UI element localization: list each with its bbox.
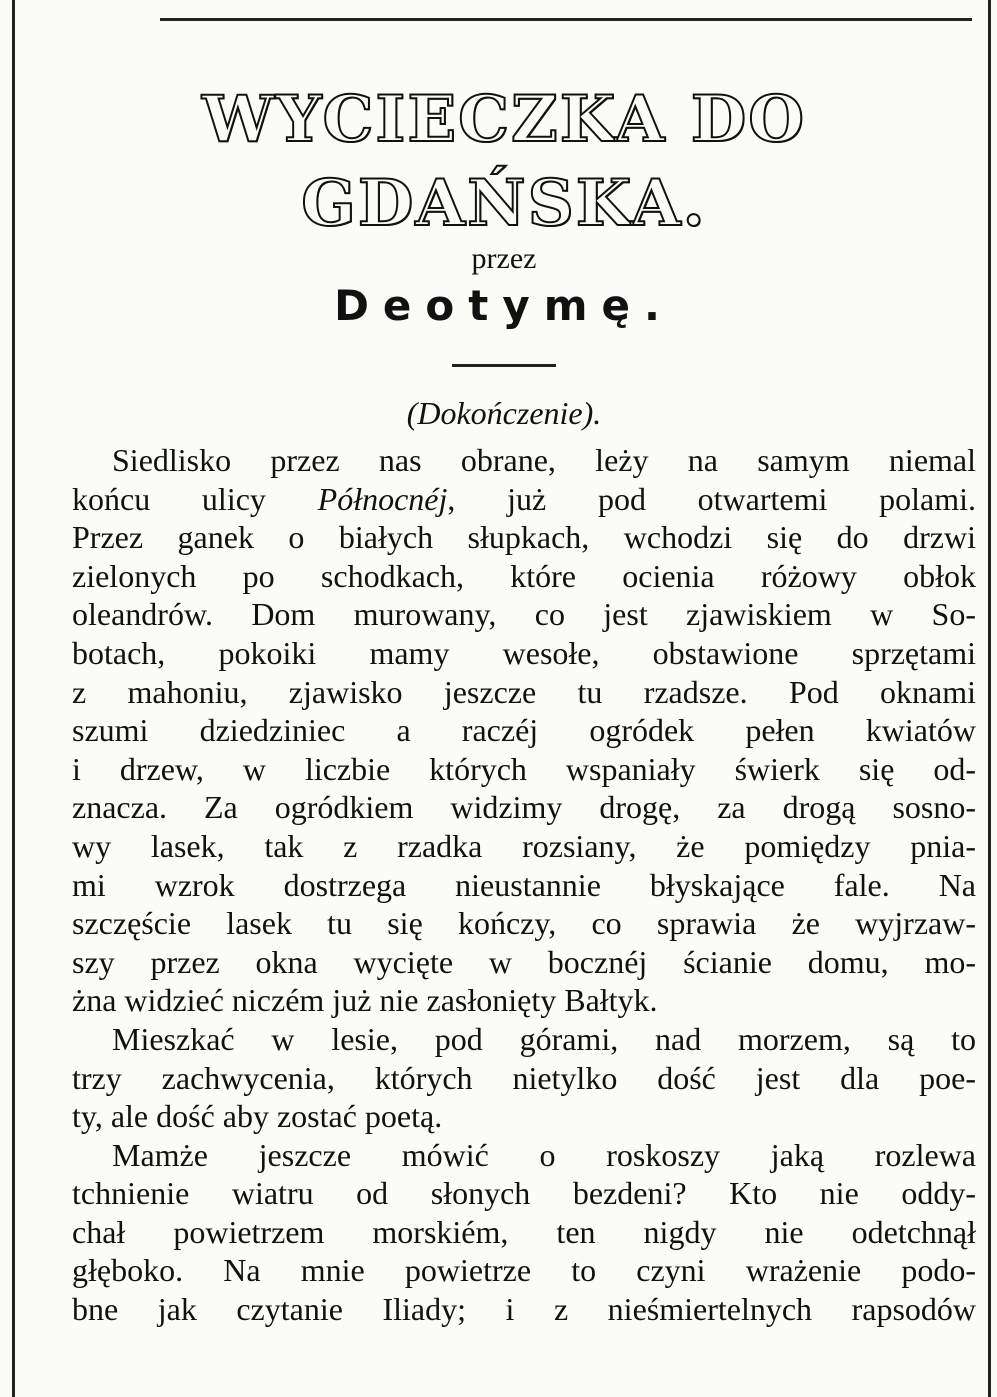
text-line: Przez ganek o białych słupkach, wchodzi się do drzwi: [72, 519, 976, 556]
text-line: Siedlisko przez nas obrane, leży na samym niemal: [112, 442, 976, 478]
text-segment: końcu ulicy: [72, 480, 318, 517]
text-line: szumi dziedziniec a raczéj ogródek pełen kwiatów: [72, 712, 976, 749]
text-line: trzy zachwycenia, których nietylko dość jest dla poe-: [72, 1059, 976, 1096]
text-line: znacza. Za ogródkiem widzimy drogę, za drogą sosno-: [72, 789, 976, 826]
title-divider: [452, 364, 556, 367]
text-line: bne jak czytanie Iliady; i z nieśmiertelnych rapsodów: [72, 1291, 976, 1328]
text-line: głęboko. Na mnie powietrze to czyni wrażenie podo-: [72, 1252, 976, 1289]
left-column-rule: [12, 0, 15, 1397]
text-line: mi wzrok dostrzega nieustannie błyskające fale. Na: [72, 866, 976, 903]
article-body: [32, 441, 976, 1329]
paragraph: [32, 1136, 976, 1329]
text-line: [32, 480, 976, 519]
paragraph: [32, 1020, 976, 1136]
text-line: wy lasek, tak z rzadka rozsiany, że pomiędzy pnia-: [72, 827, 976, 864]
text-line: żna widzieć niczém już nie zasłonięty Bałtyk.: [72, 982, 658, 1019]
street-name: Północnéj: [317, 480, 448, 517]
text-line: tchnienie wiatru od słonych bezdeni? Kto nie oddy-: [72, 1175, 976, 1212]
text-segment: , już pod otwartemi polami.: [447, 480, 977, 517]
text-line: i drzew, w liczbie których wspaniały świerk się od-: [72, 750, 976, 787]
text-line: szczęście lasek tu się kończy, co sprawia że wyjrzaw-: [72, 905, 976, 942]
article-title: WYCIECZKA DO GDAŃSKA.: [202, 82, 806, 241]
text-line: z mahoniu, zjawisko jeszcze tu rzadsze. Pod oknami: [72, 673, 976, 710]
text-line: botach, pokoiki mamy wesołe, obstawione sprzętami: [72, 634, 976, 671]
text-line: oleandrów. Dom murowany, co jest zjawiskiem w So-: [72, 596, 976, 633]
text-line: szy przez okna wycięte w bocznéj ścianie domu, mo-: [72, 943, 976, 980]
document-page: [32, 50, 976, 1329]
text-line: Mieszkać w lesie, pod górami, nad morzem, są to: [112, 1020, 976, 1057]
text-line: ty, ale dość aby zostać poetą.: [72, 1098, 443, 1135]
text-line: zielonych po schodkach, które ocienia różowy obłok: [72, 557, 976, 594]
author-name: Deotymę.: [334, 281, 674, 330]
top-rule: [160, 18, 972, 21]
continuation-note: (Dokończenie).: [406, 395, 602, 431]
text-line: Mamże jeszcze mówić o roskoszy jaką rozlewa: [112, 1136, 976, 1173]
text-line: chał powietrzem morskiém, ten nigdy nie odetchnął: [72, 1213, 976, 1250]
right-column-rule: [988, 0, 991, 1397]
byline: przez: [471, 242, 537, 275]
paragraph: [32, 441, 976, 1020]
